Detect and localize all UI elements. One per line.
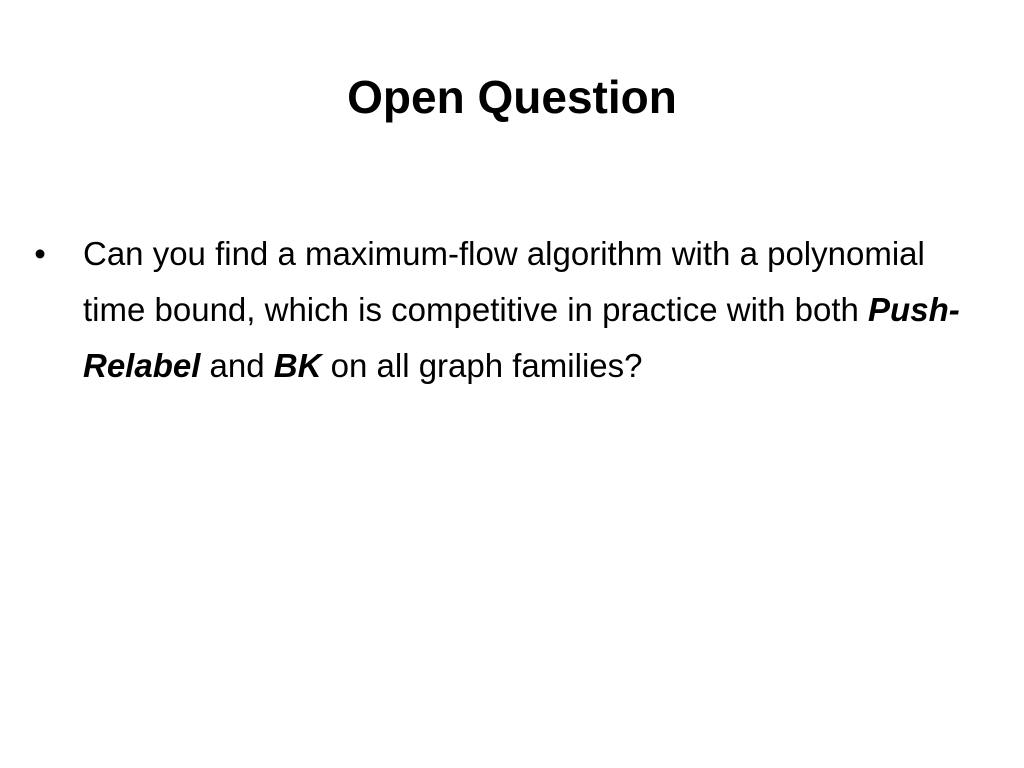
bullet-text-part: and [200,347,274,384]
algorithm-name-push-relabel: Push-Relabel [83,291,960,384]
list-item [30,226,980,394]
slide-title: Open Question [347,71,677,123]
bullet-text-part: Can you find a maximum-flow algorithm with a polynomial time bound, which is competitive in practice with both [83,235,925,328]
bullet-text-part: on all graph families? [321,347,643,384]
bullet-list [30,226,980,394]
algorithm-name-bk: BK [273,347,322,384]
bullet-icon: • [34,235,46,272]
